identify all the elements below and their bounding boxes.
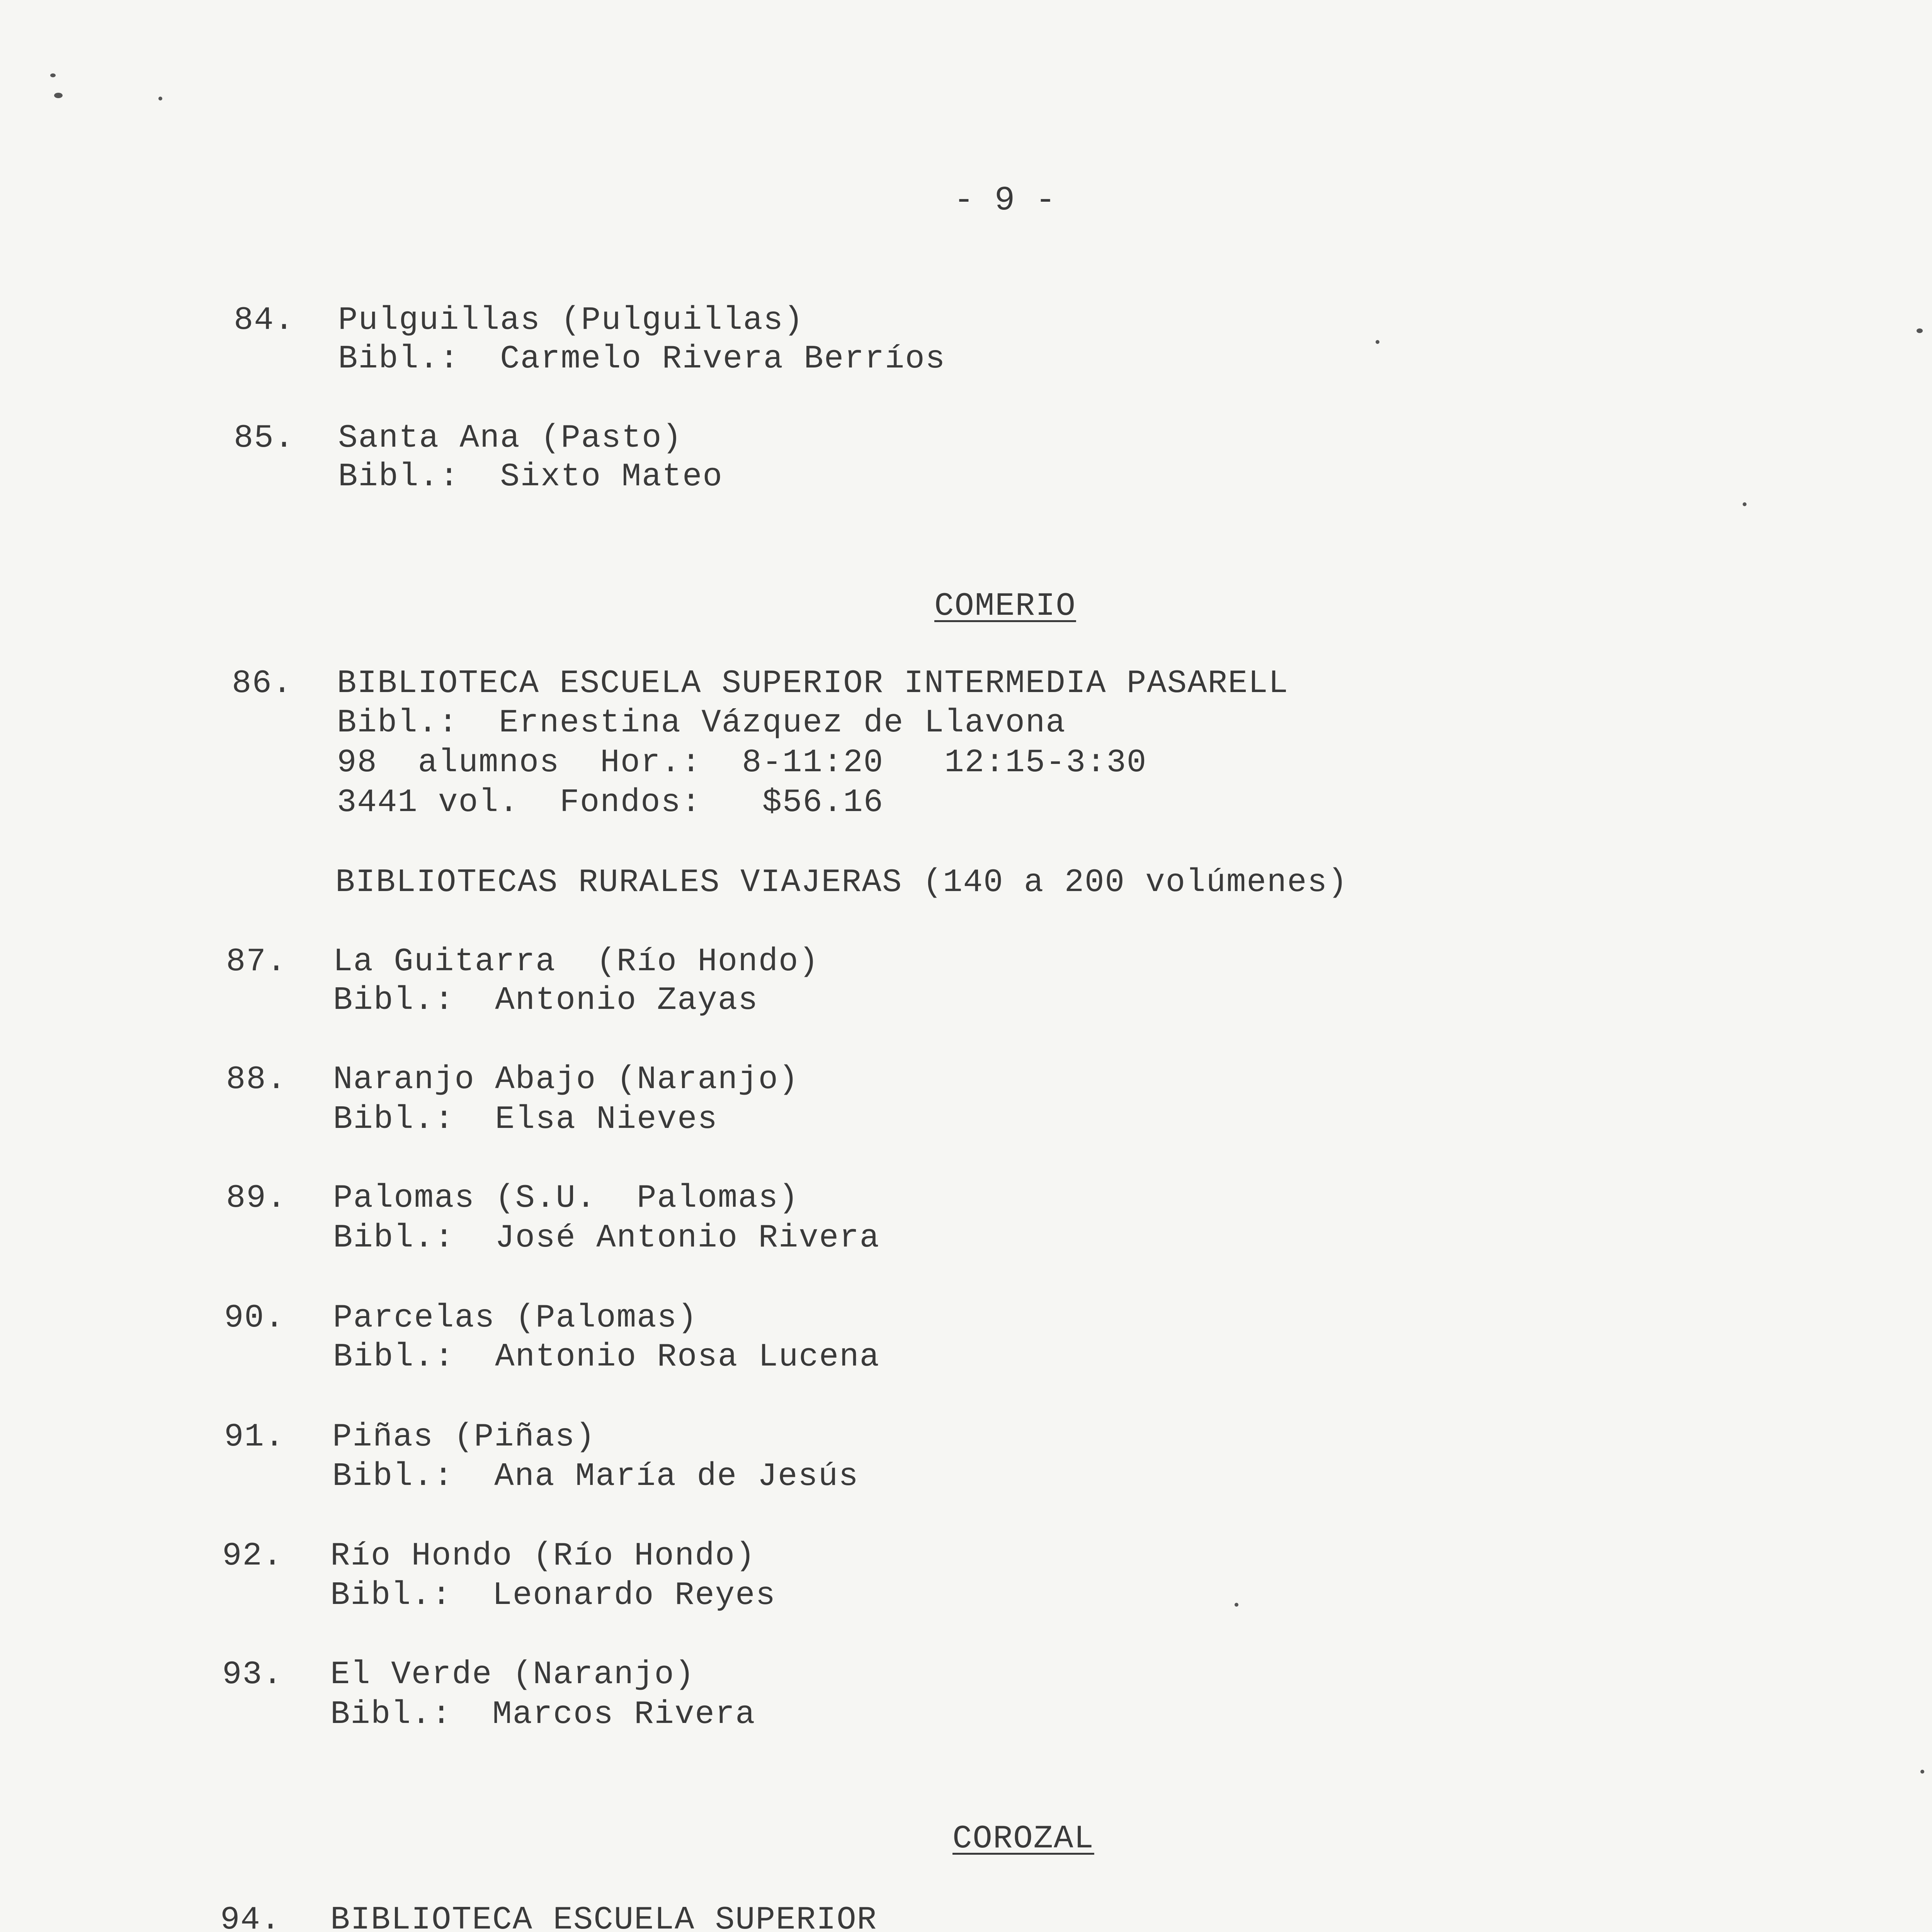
entry-number: 84. [234,302,295,339]
entry-number: 90. [224,1300,285,1337]
entry-number: 93. [222,1656,283,1693]
entry-librarian: Bibl.: Antonio Rosa Lucena [333,1339,880,1376]
entry-title: BIBLIOTECA ESCUELA SUPERIOR [330,1902,878,1932]
entry-librarian: Bibl.: Ana María de Jesús [332,1458,859,1495]
entry-librarian: Bibl.: Leonardo Reyes [330,1577,776,1614]
entry-librarian: Bibl.: Antonio Zayas [333,982,759,1019]
entry-librarian: Bibl.: Elsa Nieves [333,1101,718,1138]
entry-title: BIBLIOTECA ESCUELA SUPERIOR INTERMEDIA PASARELL [337,665,1289,702]
entry-title: Piñas (Piñas) [332,1419,596,1456]
entry-number: 88. [226,1061,287,1098]
section-heading-comerio: COMERIO [934,588,1076,625]
scan-speck [1376,340,1379,344]
entry-number: 89. [226,1180,287,1217]
entry-volumes-funds: 3441 vol. Fondos: $56.16 [337,784,884,821]
entry-title: Pulguillas (Pulguillas) [338,302,804,339]
entry-number: 86. [232,665,293,702]
entry-students-hours: 98 alumnos Hor.: 8-11:20 12:15-3:30 [337,745,1147,781]
subheading-rural-libraries: BIBLIOTECAS RURALES VIAJERAS (140 a 200 volúmenes) [335,864,1348,901]
entry-title: La Guitarra (Río Hondo) [333,944,819,980]
entry-title: Parcelas (Palomas) [333,1300,698,1337]
entry-librarian: Bibl.: Ernestina Vázquez de Llavona [337,705,1066,742]
entry-title: Santa Ana (Pasto) [338,420,682,457]
scan-speck [1743,502,1747,506]
entry-number: 87. [226,944,287,980]
entry-title: El Verde (Naranjo) [330,1656,695,1693]
page-number: - 9 - [954,182,1056,220]
entry-title: Río Hondo (Río Hondo) [330,1538,756,1575]
entry-number: 94. [220,1902,281,1932]
entry-title: Naranjo Abajo (Naranjo) [333,1061,799,1098]
entry-librarian: Bibl.: Carmelo Rivera Berríos [338,341,946,378]
scan-speck [54,93,63,98]
entry-number: 92. [222,1538,283,1575]
scan-speck [50,73,56,77]
section-heading-corozal: COROZAL [952,1821,1094,1857]
entry-title: Palomas (S.U. Palomas) [333,1180,799,1217]
entry-librarian: Bibl.: José Antonio Rivera [333,1220,880,1257]
entry-librarian: Bibl.: Sixto Mateo [338,459,723,495]
scan-speck [1920,1770,1924,1774]
entry-librarian: Bibl.: Marcos Rivera [330,1696,756,1733]
scan-speck [1917,328,1923,333]
entry-number: 91. [224,1419,285,1456]
scan-speck [158,97,162,100]
entry-number: 85. [234,420,295,457]
scan-speck [1235,1603,1238,1607]
